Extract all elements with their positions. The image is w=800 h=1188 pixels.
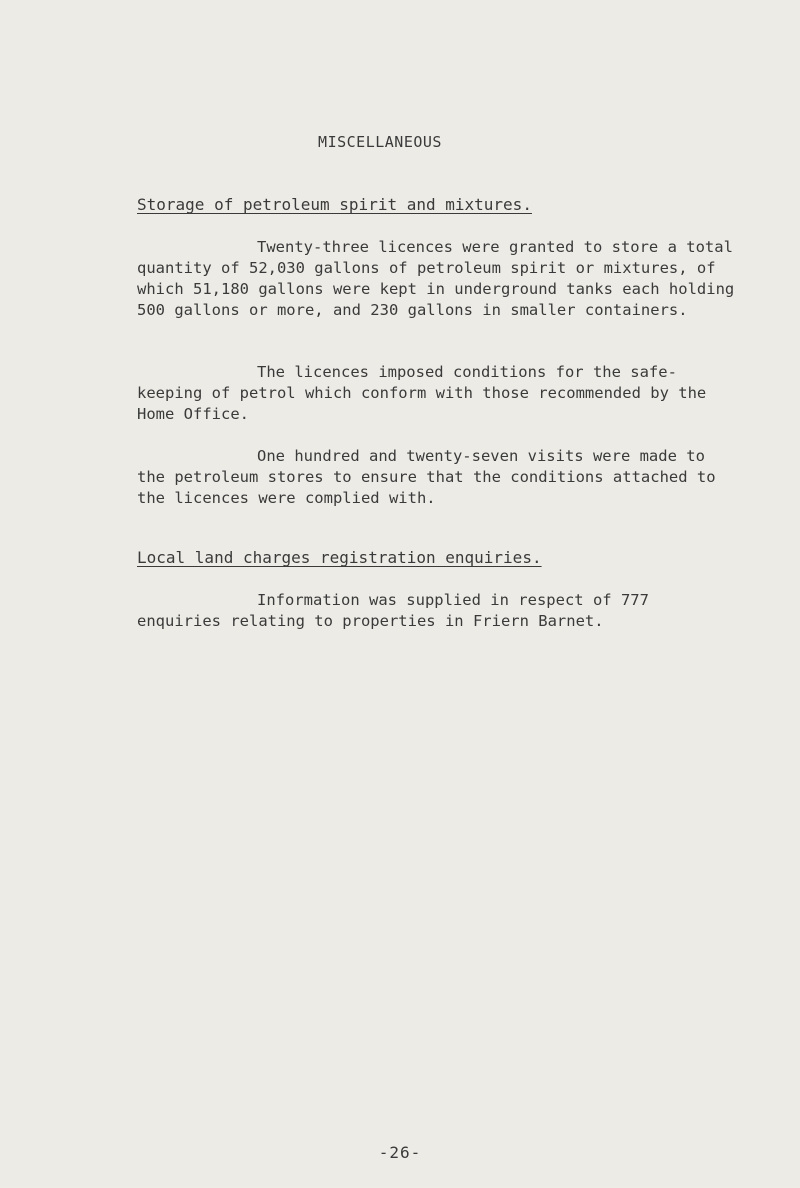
- page-title: MISCELLANEOUS: [318, 133, 442, 151]
- section-heading-land-charges: Local land charges registration enquiries.: [137, 548, 542, 567]
- paragraph-licences: Twenty-three licences were granted to store a total quantity of 52,030 gallons of petroleum spirit or mixtures, of which 51,180 gallons were kept in underground tanks each holding 500 gallons or more, and 230 gallons in smaller containers.: [137, 238, 735, 319]
- section-heading-petroleum: Storage of petroleum spirit and mixtures.: [137, 195, 532, 214]
- paragraph-enquiries: Information was supplied in respect of 777 enquiries relating to properties in Friern Barnet.: [137, 591, 649, 630]
- paragraph-visits: One hundred and twenty-seven visits were made to the petroleum stores to ensure that the conditions attached to the licences were complied with.: [137, 447, 716, 507]
- page-number: -26-: [378, 1143, 422, 1162]
- paragraph-conditions: The licences imposed conditions for the safe-keeping of petrol which conform with those recommended by the Home Office.: [137, 363, 707, 423]
